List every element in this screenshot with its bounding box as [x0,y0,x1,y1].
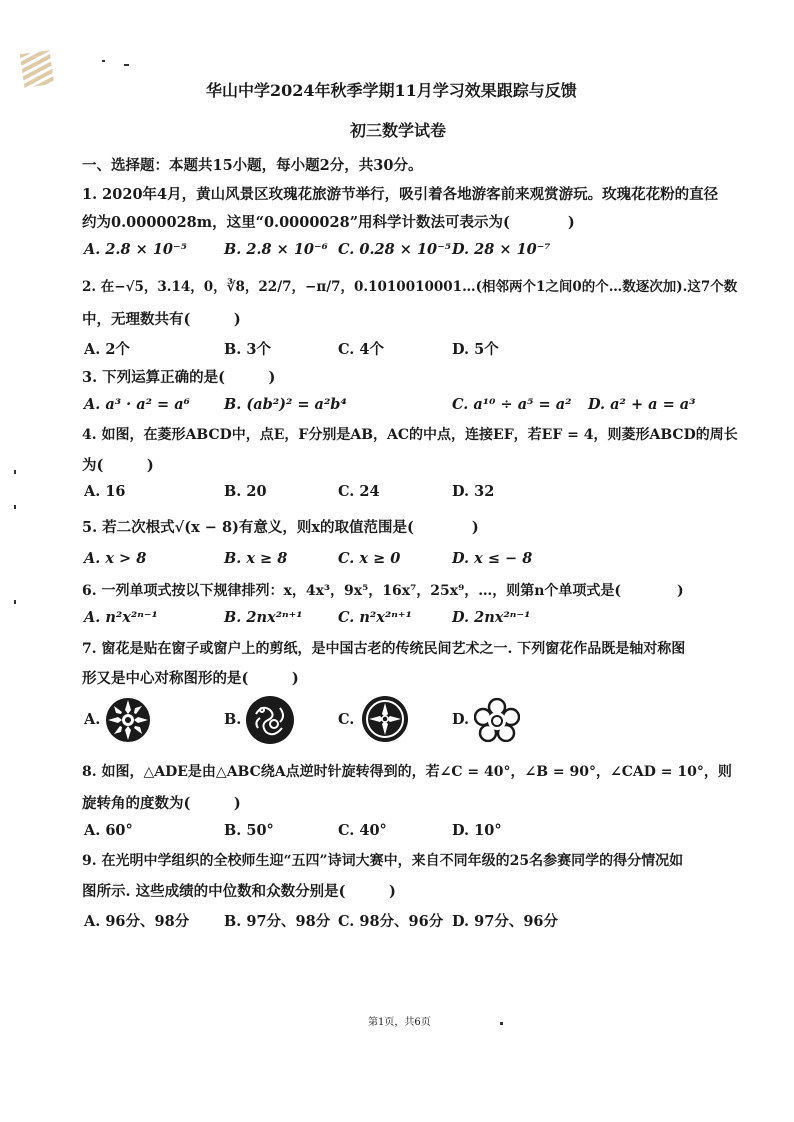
question-5-line-1: 5. 若二次根式√(x − 8)有意义，则x的取值范围是( ) [82,519,479,536]
question-2-option-d[interactable]: D. 5个 [452,341,499,358]
section-heading: 一、选择题：本题共15小题，每小题2分，共30分。 [82,157,423,174]
question-7-option-a[interactable]: A. [84,711,101,728]
question-1-line-1: 1. 2020年4月，黄山风景区玫瑰花旅游节举行，吸引着各地游客前来观赏游玩。玫瑰花花粉的直径 [82,186,719,203]
question-7-option-d[interactable]: D. [452,711,470,728]
question-8-line-1: 8. 如图，△ADE是由△ABC绕A点逆时针旋转得到的，若∠C = 40°，∠B = 90°，∠CAD = 10°，则 [82,764,732,780]
question-6-option-d[interactable]: D. 2nx²ⁿ⁻¹ [452,609,531,626]
question-8-line-2: 旋转角的度数为( ) [82,795,241,812]
question-4-option-c[interactable]: C. 24 [338,483,380,500]
question-9-line-2: 图所示. 这些成绩的中位数和众数分别是( ) [82,883,396,900]
scan-speck [500,1022,503,1025]
question-8-option-a[interactable]: A. 60° [84,822,133,839]
exam-subtitle: 初三数学试卷 [350,121,447,140]
question-3-option-a[interactable]: A. a³ · a² = a⁶ [84,396,190,413]
question-1-option-a[interactable]: A. 2.8 × 10⁻⁵ [84,241,188,258]
question-3-option-d[interactable]: D. a² + a = a³ [588,396,696,413]
question-6-option-c[interactable]: C. n²x²ⁿ⁺¹ [338,609,412,626]
question-2-line-1: 2. 在−√5，3.14，0，∛8，22/7，−π/7，0.1010010001…(相邻两个1之间0的个…数逐次加).这7个数 [82,279,738,295]
scan-speck [102,60,105,62]
question-7-line-1: 7. 窗花是贴在窗子或窗户上的剪纸，是中国古老的传统民间艺术之一. 下列窗花作品既是轴对称图 [82,641,686,657]
paper-cut-a-icon [104,696,152,748]
question-2-option-b[interactable]: B. 3个 [224,341,271,358]
question-3-option-b[interactable]: B. (ab²)² = a²b⁴ [224,396,347,413]
question-1-option-b[interactable]: B. 2.8 × 10⁻⁶ [224,241,329,258]
question-5-option-c[interactable]: C. x ≥ 0 [338,550,401,567]
exam-title: 华山中学2024年秋季学期11月学习效果跟踪与反馈 [206,81,577,100]
question-8-option-c[interactable]: C. 40° [338,822,387,839]
question-9-option-a[interactable]: A. 96分、98分 [84,913,190,930]
question-4-line-2: 为( ) [82,457,154,474]
question-6-line-1: 6. 一列单项式按以下规律排列：x，4x³，9x⁵，16x⁷，25x⁹，…，则第n个单项式是( ) [82,583,684,599]
scan-speck [124,64,129,66]
question-7-line-2: 形又是中心对称图形的是( ) [82,670,299,687]
question-3-option-c[interactable]: C. a¹⁰ ÷ a⁵ = a² [452,396,572,413]
question-5-option-b[interactable]: B. x ≥ 8 [224,550,288,567]
scan-stain [20,50,54,88]
question-1-option-d[interactable]: D. 28 × 10⁻⁷ [452,241,551,258]
question-2-option-c[interactable]: C. 4个 [338,341,384,358]
question-4-option-b[interactable]: B. 20 [224,483,267,500]
paper-cut-c-icon [360,694,410,748]
question-2-line-2: 中，无理数共有( ) [82,311,241,328]
question-9-option-b[interactable]: B. 97分、98分 [224,913,331,930]
question-4-option-d[interactable]: D. 32 [452,483,495,500]
question-8-option-d[interactable]: D. 10° [452,822,502,839]
question-5-option-d[interactable]: D. x ≤ − 8 [452,550,533,567]
question-9-option-d[interactable]: D. 97分、96分 [452,913,559,930]
question-4-option-a[interactable]: A. 16 [84,483,126,500]
question-8-option-b[interactable]: B. 50° [224,822,274,839]
question-7-option-c[interactable]: C. [338,711,355,728]
plum-blossom-icon [474,698,520,746]
paper-cut-b-icon [244,694,296,750]
question-1-line-2: 约为0.0000028m，这里“0.0000028”用科学计数法可表示为( ) [82,214,575,231]
question-3-line-1: 3. 下列运算正确的是( ) [82,369,276,386]
question-6-option-a[interactable]: A. n²x²ⁿ⁻¹ [84,609,158,626]
question-6-option-b[interactable]: B. 2nx²ⁿ⁺¹ [224,609,303,626]
question-9-option-c[interactable]: C. 98分、96分 [338,913,444,930]
scan-speck [14,470,16,474]
scan-speck [14,600,16,604]
question-2-option-a[interactable]: A. 2个 [84,341,130,358]
question-1-option-c[interactable]: C. 0.28 × 10⁻⁵ [338,241,452,258]
question-5-option-a[interactable]: A. x > 8 [84,550,147,567]
scan-speck [14,505,16,509]
page-number: 第1页，共6页 [368,1017,431,1028]
question-9-line-1: 9. 在光明中学组织的全校师生迎“五四”诗词大赛中，来自不同年级的25名参赛同学的得分情况如 [82,853,684,869]
question-4-line-1: 4. 如图，在菱形ABCD中，点E，F分别是AB，AC的中点，连接EF，若EF = 4，则菱形ABCD的周长 [82,427,738,443]
question-7-option-b[interactable]: B. [224,711,242,728]
